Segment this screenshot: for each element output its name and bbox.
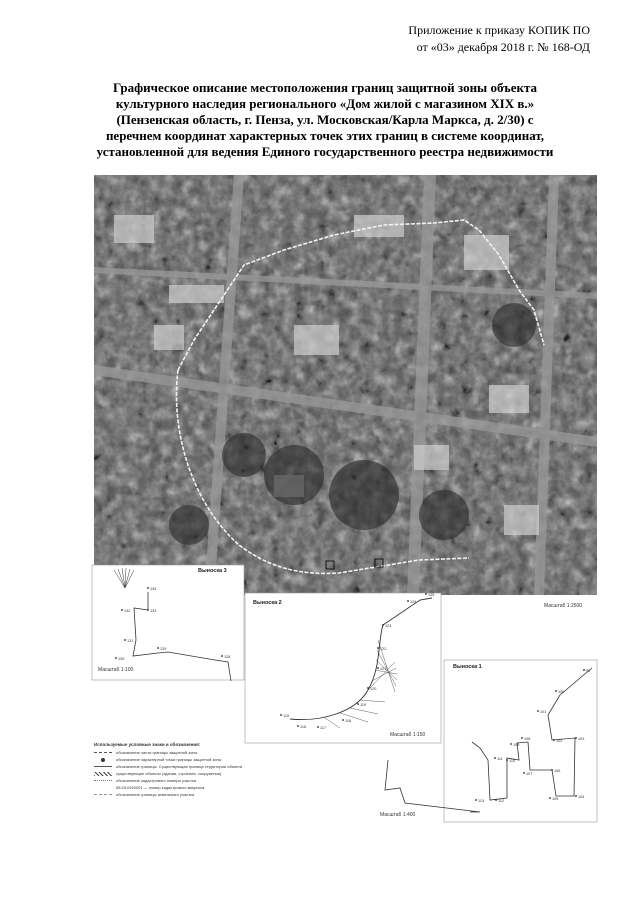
- inset-1-title: Выноска 1: [453, 664, 482, 670]
- boundary-point-marker: [549, 797, 551, 799]
- boundary-point-label: 104: [578, 795, 585, 799]
- inset-3: [92, 565, 244, 681]
- boundary-point-label: 107: [526, 772, 533, 776]
- boundary-point-marker: [367, 687, 369, 689]
- boundary-point-label: 103: [578, 737, 585, 741]
- order-reference-line-1: Приложение к приказу КОПИК ПО: [408, 23, 590, 37]
- order-reference-line-2: от «03» декабря 2018 г. № 168-ОД: [416, 40, 590, 54]
- boundary-point-label: 112: [498, 799, 505, 803]
- boundary-point-label: 131: [127, 639, 134, 643]
- title-line-3: (Пензенская область, г. Пенза, ул. Московская/Карла Маркса, д. 2/30) с: [116, 112, 534, 127]
- dashed-line-swatch: [94, 752, 112, 753]
- boundary-point-label: 134: [150, 587, 157, 591]
- inset-2-title: Выноска 2: [253, 600, 282, 606]
- boundary-point-label: 133: [150, 609, 157, 613]
- boundary-point-marker: [382, 624, 384, 626]
- boundary-point-marker: [583, 669, 585, 671]
- legend-item: обозначение части границы защитной зоны: [94, 749, 294, 756]
- title-line-2: культурного наследия регионального «Дом жилой с магазином XIX в.»: [115, 96, 535, 111]
- boundary-point-label: 132: [124, 609, 131, 613]
- boundary-point-label: 110: [509, 759, 516, 763]
- map-legend: [94, 742, 294, 798]
- legend-item: 58:29:0402001 — номер кадастрового квартала: [116, 785, 205, 790]
- boundary-point-marker: [115, 657, 117, 659]
- inset-3-title: Выноска 3: [198, 568, 227, 574]
- boundary-point-label: 105: [552, 797, 559, 801]
- inset-1-scale: Масштаб 1:400: [380, 812, 416, 818]
- boundary-point-marker: [157, 647, 159, 649]
- boundary-point-marker: [297, 725, 299, 727]
- legend-item: обозначение характерной точки границы защитной зоны: [94, 756, 294, 763]
- legend-item: существующие объекты (здания, строения, сооружения): [94, 770, 294, 777]
- boundary-point-label: 125: [428, 593, 435, 597]
- boundary-point-marker: [575, 737, 577, 739]
- boundary-point-marker: [494, 757, 496, 759]
- boundary-point-label: 118: [345, 719, 352, 723]
- boundary-point-label: 124: [410, 600, 417, 604]
- boundary-point-label: 99: [586, 669, 591, 673]
- boundary-point-label: 100: [558, 690, 565, 694]
- boundary-point-label: 113: [478, 799, 485, 803]
- boundary-point-label: 128: [224, 655, 231, 659]
- boundary-point-label: 115: [283, 714, 290, 718]
- point-swatch: [101, 758, 105, 762]
- boundary-point-marker: [317, 726, 319, 728]
- boundary-point-marker: [537, 710, 539, 712]
- boundary-point-label: 123: [385, 624, 392, 628]
- boundary-point-label: 119: [360, 703, 367, 707]
- boundary-point-marker: [523, 772, 525, 774]
- thin-line-swatch: [94, 780, 112, 781]
- boundary-point-marker: [575, 795, 577, 797]
- boundary-point-marker: [475, 799, 477, 801]
- boundary-point-marker: [147, 587, 149, 589]
- boundary-point-marker: [521, 737, 523, 739]
- boundary-point-marker: [553, 739, 555, 741]
- boundary-point-marker: [377, 667, 379, 669]
- boundary-point-marker: [551, 769, 553, 771]
- dash-dot-swatch: [94, 794, 112, 795]
- boundary-point-marker: [357, 703, 359, 705]
- boundary-point-label: 116: [300, 725, 307, 729]
- title-line-4: перечнем координат характерных точек этих границ в системе координат,: [105, 128, 545, 143]
- boundary-point-label: 102: [556, 739, 563, 743]
- boundary-point-marker: [124, 639, 126, 641]
- boundary-point-marker: [147, 609, 149, 611]
- legend-item: обозначение границы. Существующая граница территории объекта: [94, 763, 294, 770]
- boundary-point-label: 108: [524, 737, 531, 741]
- legend-item: обозначение кадастрового номера участка: [94, 777, 294, 784]
- solid-line-swatch: [94, 766, 112, 767]
- boundary-point-marker: [221, 655, 223, 657]
- boundary-point-marker: [495, 799, 497, 801]
- boundary-point-label: 130: [118, 657, 125, 661]
- boundary-point-marker: [342, 719, 344, 721]
- boundary-point-marker: [506, 759, 508, 761]
- boundary-point-label: 120: [370, 687, 377, 691]
- boundary-point-label: 106: [554, 769, 561, 773]
- boundary-point-marker: [121, 609, 123, 611]
- boundary-point-marker: [377, 647, 379, 649]
- boundary-point-label: 122: [380, 647, 387, 651]
- boundary-point-marker: [510, 743, 512, 745]
- boundary-point-label: 117: [320, 726, 327, 730]
- inset-3-scale: Масштаб 1:100: [98, 667, 134, 673]
- legend-item: обозначение границы земельного участка: [94, 791, 294, 798]
- inset-2-scale: Масштаб 1:150: [390, 732, 426, 738]
- boundary-point-label: 111: [497, 757, 503, 761]
- boundary-point-label: 109: [513, 743, 520, 747]
- boundary-point-marker: [555, 690, 557, 692]
- boundary-point-label: 129: [160, 647, 167, 651]
- hatched-swatch: [94, 772, 112, 776]
- map-scale-label: Масштаб 1:2500: [544, 603, 583, 609]
- boundary-point-marker: [425, 593, 427, 595]
- title-line-5: установленной для ведения Единого государственного реестра недвижимости: [96, 144, 554, 159]
- boundary-point-marker: [280, 714, 282, 716]
- title-line-1: Графическое описание местоположения границ защитной зоны объекта: [112, 80, 538, 95]
- boundary-point-label: 121: [380, 667, 387, 671]
- boundary-point-label: 101: [540, 710, 547, 714]
- legend-title: Используемые условные знаки и обозначения:: [94, 742, 201, 747]
- boundary-point-marker: [407, 600, 409, 602]
